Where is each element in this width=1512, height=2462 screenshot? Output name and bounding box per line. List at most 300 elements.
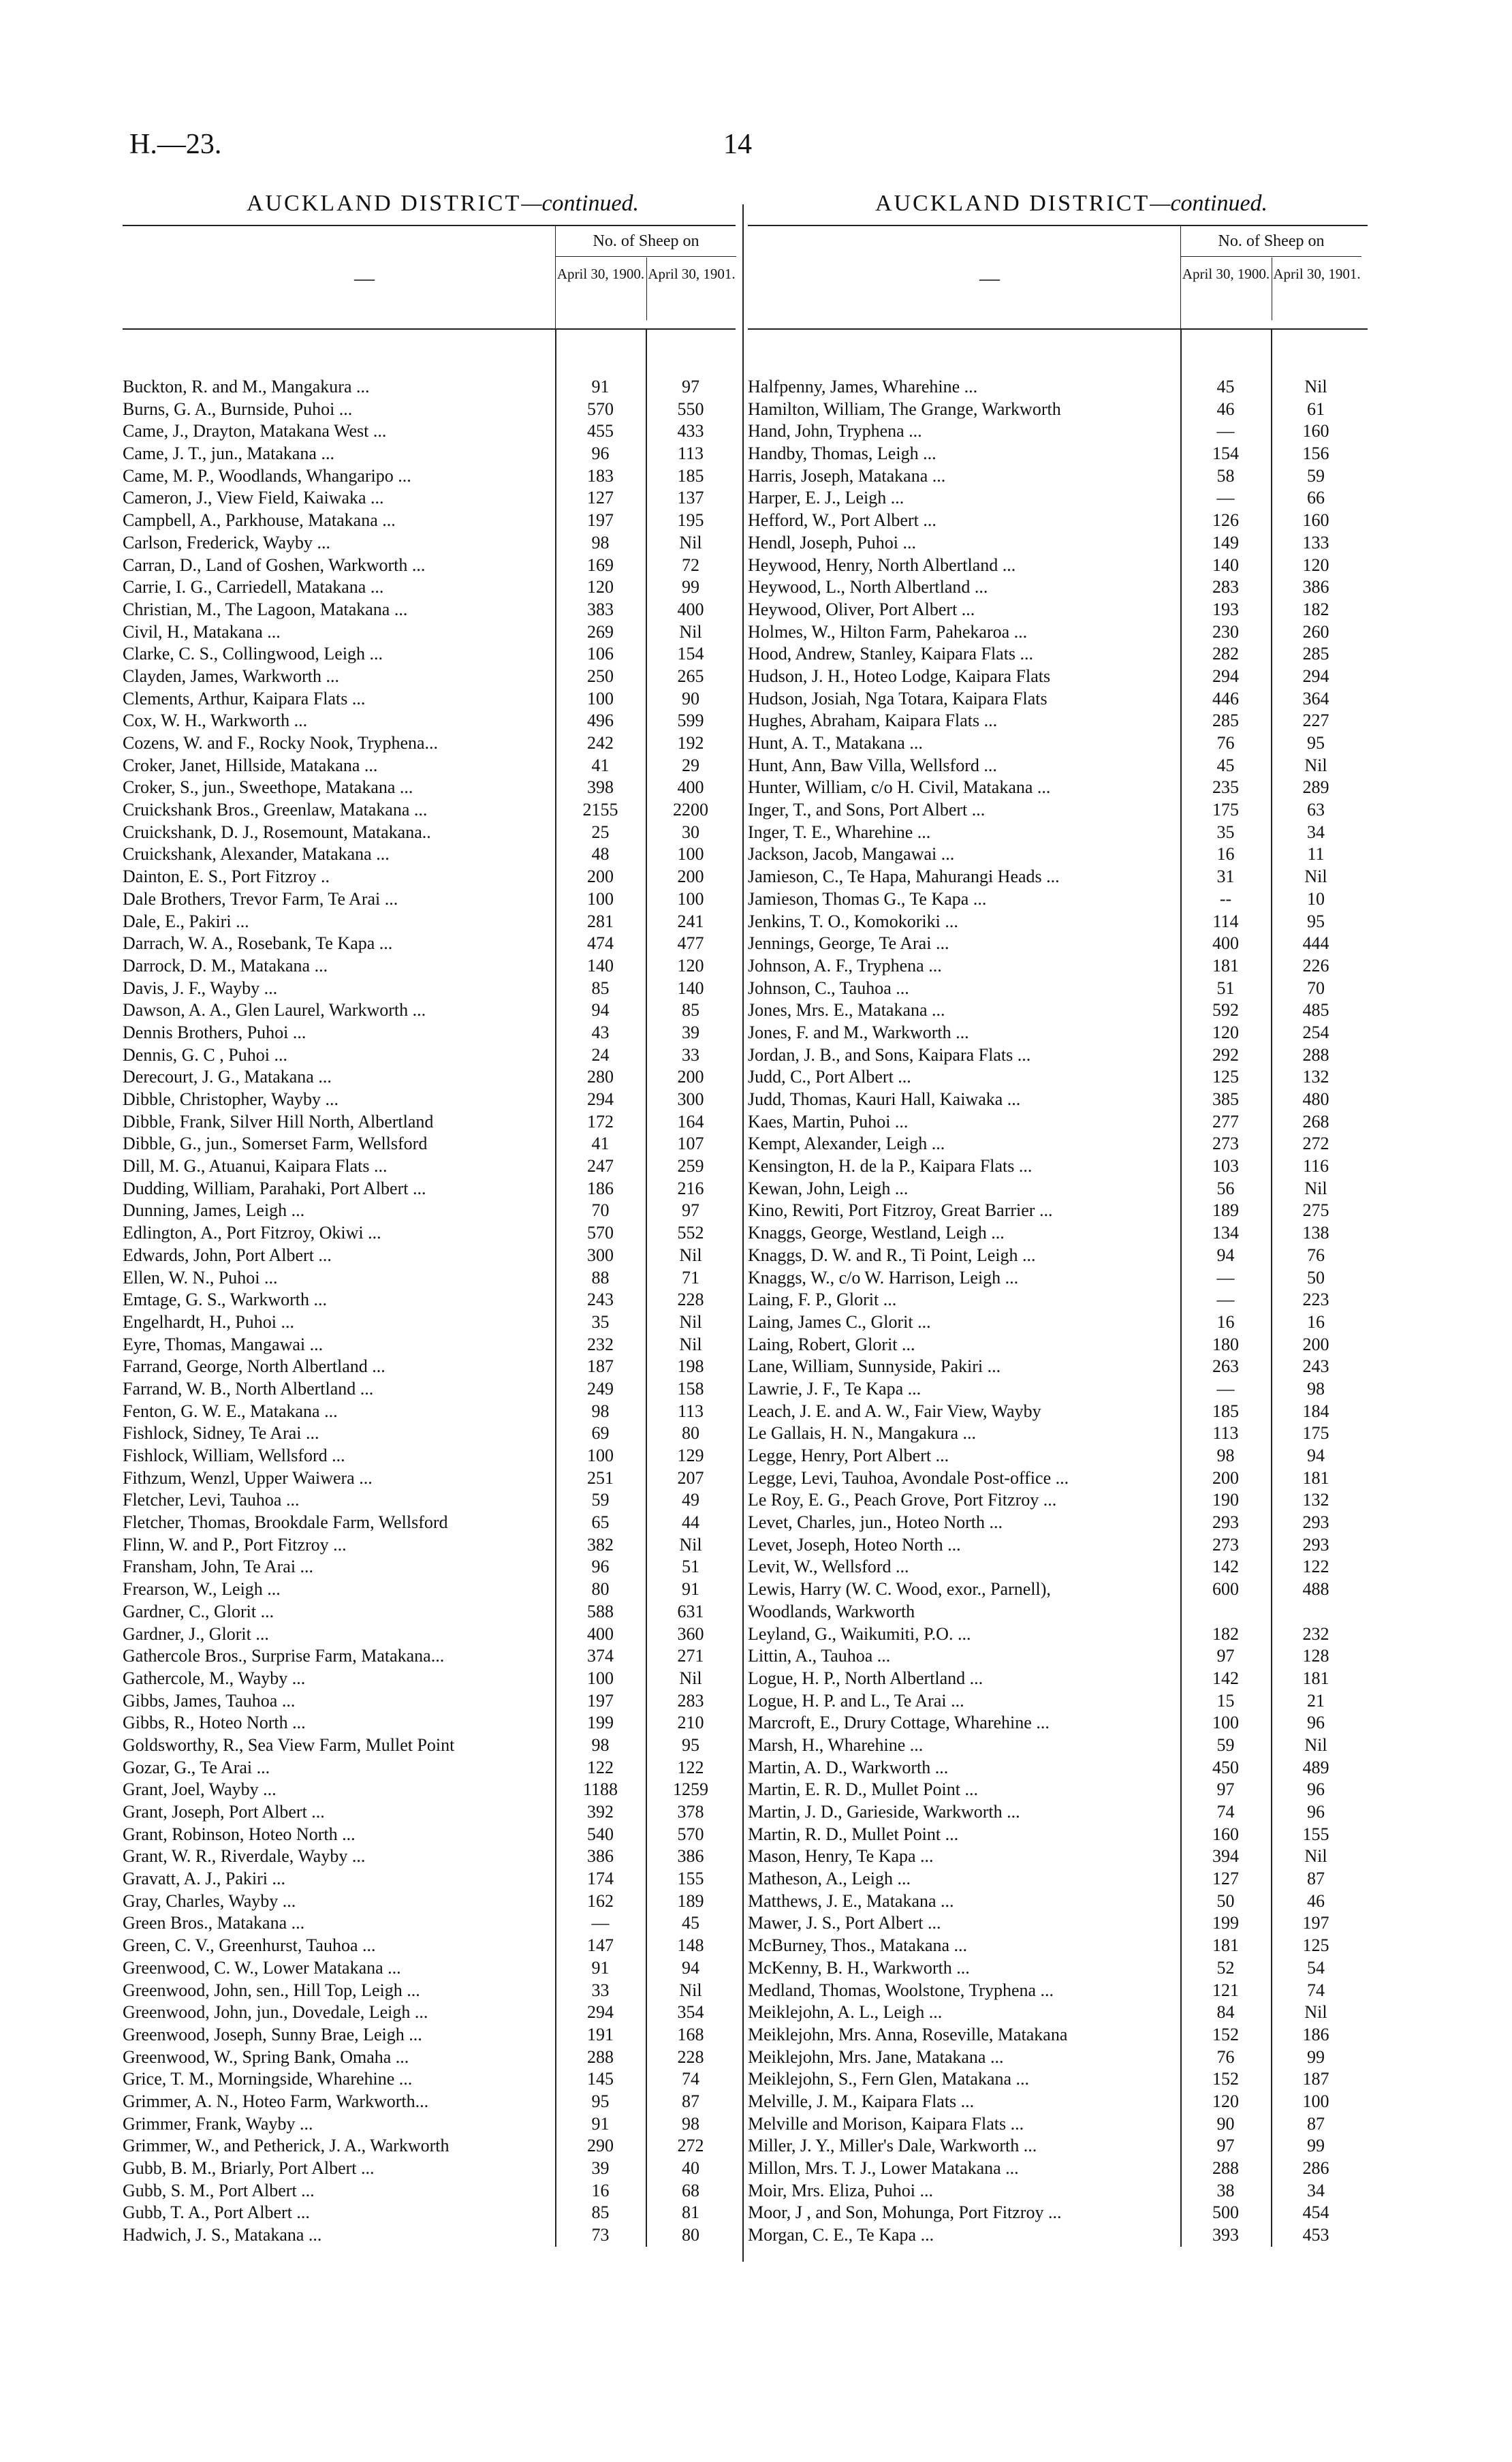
table-row <box>748 2001 1368 2024</box>
sheep-1900-cell: 113 <box>1212 1423 1239 1444</box>
sheep-1901-cell: 70 <box>1307 978 1325 998</box>
sheep-1900-cell: 100 <box>587 1446 614 1465</box>
sheep-1901-cell: 454 <box>1302 2202 1329 2223</box>
owner-name-cell: Carran, D., Land of Goshen, Warkworth ... <box>123 555 426 575</box>
table-row <box>748 1824 1368 1846</box>
owner-name-cell: Le Gallais, H. N., Mangakura ... <box>748 1423 977 1444</box>
table-row <box>748 576 1368 599</box>
table-row <box>123 1824 736 1846</box>
sheep-1901-cell: 81 <box>682 2202 699 2223</box>
owner-name-cell: Matthews, J. E., Matakana ... <box>748 1890 954 1911</box>
sheep-1900-cell: 185 <box>1212 1401 1239 1421</box>
table-row <box>123 1601 736 1623</box>
sheep-1901-cell: 155 <box>677 1869 704 1889</box>
owner-name-cell: Gardner, C., Glorit ... <box>123 1601 274 1621</box>
table-row <box>748 1957 1368 1980</box>
left-sheep-group-header <box>555 226 736 328</box>
sheep-1900-cell: 400 <box>1212 933 1239 954</box>
sheep-1901-cell: 168 <box>677 2024 704 2044</box>
owner-name-cell: Edwards, John, Port Albert ... <box>123 1245 332 1265</box>
owner-name-cell: Grant, Robinson, Hoteo North ... <box>123 1824 356 1844</box>
owner-name-cell: Morgan, C. E., Te Kapa ... <box>748 2225 934 2245</box>
table-row <box>748 1890 1368 1913</box>
table-row <box>748 911 1368 933</box>
table-row <box>123 1155 736 1178</box>
sheep-1900-cell: — <box>1216 488 1235 508</box>
sheep-1900-cell: 446 <box>1212 688 1239 708</box>
sheep-1900-cell <box>1180 1601 1271 1623</box>
sheep-1901-cell: 378 <box>677 1802 704 1822</box>
left-column <box>123 191 736 2247</box>
table-row <box>123 465 736 488</box>
right-column <box>748 191 1368 2247</box>
sheep-1901-cell: 74 <box>1307 1980 1325 2000</box>
sheep-1900-cell: 31 <box>1216 867 1235 887</box>
sheep-1900-cell: 180 <box>1212 1334 1239 1354</box>
owner-name-cell: Gibbs, R., Hoteo North ... <box>123 1713 306 1733</box>
owner-name-cell: Gubb, T. A., Port Albert ... <box>123 2202 310 2223</box>
sheep-1901-cell: 95 <box>1307 911 1325 931</box>
table-row <box>123 755 736 777</box>
sheep-1901-cell: 1259 <box>673 1779 708 1800</box>
owner-name-cell: Moor, J , and Son, Mohunga, Port Fitzroy ... <box>748 2202 1062 2223</box>
left-table-body <box>123 376 736 2247</box>
sheep-1900-cell: 145 <box>587 2069 614 2089</box>
sheep-1901-cell: 160 <box>1302 510 1329 531</box>
sheep-1900-cell: 98 <box>591 1401 610 1421</box>
table-row <box>748 1111 1368 1134</box>
sheep-1901-cell: 132 <box>1302 1490 1329 1510</box>
sheep-1901-cell: 66 <box>1307 488 1325 508</box>
owner-name-cell: Davis, J. F., Wayby ... <box>123 978 278 998</box>
sheep-1901-cell: 254 <box>1302 1022 1329 1042</box>
sheep-1901-cell: 46 <box>1307 1890 1325 1911</box>
owner-name-cell: Dill, M. G., Atuanui, Kaipara Flats ... <box>123 1156 388 1177</box>
sheep-1901-cell: 185 <box>677 465 704 486</box>
sheep-1901-cell: 138 <box>1302 1223 1329 1243</box>
sheep-1900-cell: 45 <box>1216 377 1235 396</box>
report-reference: H.—23. <box>129 129 222 160</box>
sheep-1900-cell: 85 <box>591 2202 610 2223</box>
sheep-1900-cell: 142 <box>1212 1668 1239 1688</box>
owner-name-cell: Greenwood, C. W., Lower Matakana ... <box>123 1957 401 1978</box>
sheep-1900-cell: 80 <box>591 1579 610 1600</box>
owner-name-cell: Darrock, D. M., Matakana ... <box>123 955 328 976</box>
table-row <box>748 2024 1368 2046</box>
table-row <box>748 420 1368 443</box>
sheep-1900-cell: 230 <box>1212 621 1239 642</box>
sheep-1900-cell: 182 <box>1212 1623 1239 1644</box>
sheep-1900-cell: 592 <box>1212 1000 1239 1020</box>
sheep-1900-cell: 570 <box>587 1223 614 1243</box>
table-row <box>123 799 736 822</box>
owner-name-cell: Grimmer, Frank, Wayby ... <box>123 2113 313 2134</box>
owner-name-cell: Johnson, A. F., Tryphena ... <box>748 955 942 976</box>
sheep-1900-cell: 91 <box>591 1957 610 1978</box>
table-row <box>123 1044 736 1067</box>
sheep-1900-cell: 98 <box>591 1734 610 1755</box>
sheep-1900-cell: 45 <box>1216 755 1235 775</box>
sheep-1901-cell: 98 <box>1307 1378 1325 1399</box>
owner-name-cell: Martin, J. D., Garieside, Warkworth ... <box>748 1802 1020 1822</box>
sheep-1901-cell: 200 <box>677 1067 704 1087</box>
sheep-1901-cell: 97 <box>682 1200 699 1221</box>
owner-name-cell: Knaggs, George, Westland, Leigh ... <box>748 1223 1005 1243</box>
table-row <box>748 1200 1368 1222</box>
sheep-1900-cell: 154 <box>1212 443 1239 464</box>
sheep-1901-cell: 232 <box>1302 1623 1329 1644</box>
owner-name-cell: Millon, Mrs. T. J., Lower Matakana ... <box>748 2158 1019 2178</box>
table-row <box>123 1534 736 1557</box>
table-row <box>123 1022 736 1044</box>
owner-name-cell: Kino, Rewiti, Port Fitzroy, Great Barrier ... <box>748 1200 1053 1221</box>
table-row <box>748 1845 1368 1868</box>
table-row <box>748 1623 1368 1646</box>
sheep-1900-cell: 181 <box>1212 955 1239 976</box>
owner-name-cell: Civil, H., Matakana ... <box>123 621 281 642</box>
sheep-1901-cell: 599 <box>677 711 704 731</box>
table-row <box>748 1378 1368 1401</box>
sheep-1901-cell: Nil <box>1304 1846 1327 1867</box>
sheep-1900-cell: 65 <box>591 1512 610 1533</box>
table-row <box>123 2113 736 2136</box>
owner-name-cell: Kensington, H. de la P., Kaipara Flats ... <box>748 1156 1033 1177</box>
sheep-1900-cell: 232 <box>587 1334 614 1354</box>
table-row <box>123 1868 736 1890</box>
sheep-1901-cell <box>1271 1601 1361 1623</box>
table-row <box>748 1712 1368 1734</box>
table-row <box>748 1066 1368 1089</box>
sheep-1901-cell: 226 <box>1302 955 1329 976</box>
sheep-1900-cell: 400 <box>587 1623 614 1644</box>
table-row <box>123 2180 736 2202</box>
owner-name-cell: Hunter, William, c/o H. Civil, Matakana ... <box>748 777 1051 798</box>
owner-name-cell: Clarke, C. S., Collingwood, Leigh ... <box>123 644 383 664</box>
sheep-1900-cell: 386 <box>587 1846 614 1867</box>
sheep-1900-cell: 149 <box>1212 532 1239 552</box>
sheep-1900-cell: 76 <box>1216 733 1235 753</box>
owner-name-cell: Holmes, W., Hilton Farm, Pahekaroa ... <box>748 621 1028 642</box>
owner-name-cell: Johnson, C., Tauhoa ... <box>748 978 909 998</box>
table-row <box>123 1512 736 1534</box>
sheep-1900-cell: 273 <box>1212 1134 1239 1154</box>
table-row <box>123 420 736 443</box>
owner-name-cell: Grimmer, A. N., Hoteo Farm, Warkworth... <box>123 2091 429 2111</box>
sheep-1901-cell: 49 <box>682 1490 699 1510</box>
sheep-1900-cell: 183 <box>587 465 614 486</box>
table-row <box>748 822 1368 844</box>
owner-name-cell: Fenton, G. W. E., Matakana ... <box>123 1401 338 1421</box>
table-row <box>748 2202 1368 2224</box>
table-row <box>123 1111 736 1134</box>
sheep-1900-cell: 169 <box>587 555 614 575</box>
table-row <box>748 532 1368 555</box>
table-row <box>748 1133 1368 1155</box>
table-row <box>748 1401 1368 1423</box>
owner-name-cell: Lawrie, J. F., Te Kapa ... <box>748 1378 922 1399</box>
owner-name-cell: Harris, Joseph, Matakana ... <box>748 465 946 486</box>
sheep-1901-cell: 51 <box>682 1557 699 1577</box>
table-row <box>123 1779 736 1801</box>
sheep-1901-cell: 91 <box>682 1579 699 1600</box>
owner-name-cell: Dunning, James, Leigh ... <box>123 1200 305 1221</box>
right-sheep-group-header <box>1180 226 1361 328</box>
table-row <box>123 1378 736 1401</box>
owner-name-cell: Leyland, G., Waikumiti, P.O. ... <box>748 1623 971 1644</box>
table-row <box>123 1801 736 1824</box>
sheep-1901-cell: 44 <box>682 1512 699 1533</box>
owner-name-cell: Darrach, W. A., Rosebank, Te Kapa ... <box>123 933 393 954</box>
sheep-1901-cell: 192 <box>677 733 704 753</box>
table-row <box>748 888 1368 911</box>
sheep-1901-cell: 293 <box>1302 1512 1329 1533</box>
table-row <box>123 2068 736 2091</box>
column-divider <box>742 204 744 2262</box>
table-row <box>123 1980 736 2002</box>
sheep-1900-cell: 140 <box>587 955 614 976</box>
table-row <box>123 621 736 644</box>
owner-name-cell: Martin, E. R. D., Mullet Point ... <box>748 1779 978 1800</box>
sheep-1901-cell: Nil <box>679 1534 702 1555</box>
sheep-1901-cell: Nil <box>1304 2002 1327 2023</box>
sheep-1900-cell: — <box>1216 421 1235 441</box>
table-row <box>123 1645 736 1668</box>
sheep-1900-cell: — <box>591 1913 610 1933</box>
sheep-1900-cell: 96 <box>591 1557 610 1577</box>
table-row <box>123 1935 736 1957</box>
table-row <box>748 1178 1368 1200</box>
sheep-1900-cell: 127 <box>1212 1869 1239 1889</box>
table-row <box>123 1467 736 1490</box>
sheep-1900-cell: 474 <box>587 933 614 954</box>
table-row <box>123 1668 736 1690</box>
table-row <box>748 1556 1368 1578</box>
table-row <box>748 2068 1368 2091</box>
owner-name-cell: Fishlock, William, Wellsford ... <box>123 1446 345 1465</box>
sheep-1900-cell: 94 <box>591 1000 610 1020</box>
sheep-1901-cell: 294 <box>1302 666 1329 686</box>
sheep-1901-cell: 87 <box>1307 2113 1325 2134</box>
sheep-1900-cell: 277 <box>1212 1111 1239 1132</box>
owner-name-cell: Engelhardt, H., Puhoi ... <box>123 1311 295 1332</box>
sheep-1901-cell: 364 <box>1302 688 1329 708</box>
owner-name-cell: Lane, William, Sunnyside, Pakiri ... <box>748 1356 1001 1377</box>
sheep-1901-cell: 189 <box>677 1890 704 1911</box>
sheep-1900-cell: 181 <box>1212 1935 1239 1956</box>
table-row <box>748 1311 1368 1334</box>
right-title-continued: —continued. <box>1150 191 1268 216</box>
sheep-1900-cell: — <box>1216 1378 1235 1399</box>
sheep-1900-cell: 540 <box>587 1824 614 1844</box>
table-row <box>123 1222 736 1245</box>
owner-name-cell: Hudson, J. H., Hoteo Lodge, Kaipara Flats <box>748 666 1051 686</box>
owner-name-cell: Goldsworthy, R., Sea View Farm, Mullet Point <box>123 1734 455 1755</box>
table-row <box>748 732 1368 755</box>
owner-name-cell: Grice, T. M., Morningside, Wharehine ... <box>123 2069 413 2089</box>
table-row <box>748 399 1368 421</box>
sheep-1900-cell: 283 <box>1212 577 1239 597</box>
owner-name-cell: Marsh, H., Wharehine ... <box>748 1734 924 1755</box>
sheep-1901-cell: 241 <box>677 911 704 931</box>
sheep-1901-cell: 158 <box>677 1378 704 1399</box>
table-row <box>123 732 736 755</box>
sheep-1901-cell: 30 <box>682 822 699 842</box>
table-row <box>748 1289 1368 1311</box>
sheep-1901-cell: 2200 <box>673 800 708 820</box>
table-row <box>748 799 1368 822</box>
owner-name-cell: Cruickshank, D. J., Rosemount, Matakana.. <box>123 822 431 842</box>
owner-name-cell: Carrie, I. G., Carriedell, Matakana ... <box>123 577 384 597</box>
table-row <box>123 1401 736 1423</box>
owner-name-cell: Halfpenny, James, Wharehine ... <box>748 377 978 396</box>
sheep-1901-cell: 433 <box>677 421 704 441</box>
owner-name-cell: Heywood, Oliver, Port Albert ... <box>748 599 975 619</box>
sheep-1901-cell: 87 <box>682 2091 699 2111</box>
sheep-1900-cell: 106 <box>587 644 614 664</box>
owner-name-cell: Jenkins, T. O., Komokoriki ... <box>748 911 958 931</box>
table-row <box>748 1912 1368 1935</box>
sheep-1900-cell: 59 <box>591 1490 610 1510</box>
sheep-1901-cell: 100 <box>1302 2091 1329 2111</box>
owner-name-cell: Meiklejohn, Mrs. Anna, Roseville, Matakana <box>748 2024 1068 2044</box>
table-row <box>123 399 736 421</box>
owner-name-cell: Fransham, John, Te Arai ... <box>123 1557 314 1577</box>
owner-name-cell: Hunt, A. T., Matakana ... <box>748 733 923 753</box>
sheep-1901-cell: 181 <box>1302 1668 1329 1688</box>
sheep-1900-cell: 1188 <box>582 1779 618 1800</box>
owner-name-cell: Frearson, W., Leigh ... <box>123 1579 281 1600</box>
sheep-1901-cell: 74 <box>682 2069 699 2089</box>
sheep-1900-cell: 2155 <box>582 800 618 820</box>
sheep-1901-cell: 631 <box>677 1601 704 1621</box>
sheep-1900-cell: 120 <box>1212 2091 1239 2111</box>
sheep-1901-cell: 99 <box>1307 2136 1325 2156</box>
owner-name-cell: Hunt, Ann, Baw Villa, Wellsford ... <box>748 755 997 775</box>
owner-name-cell: Flinn, W. and P., Port Fitzroy ... <box>123 1534 347 1555</box>
sheep-1901-cell: 285 <box>1302 644 1329 664</box>
sheep-1901-cell: 386 <box>1302 577 1329 597</box>
sheep-1901-cell: 156 <box>1302 443 1329 464</box>
table-row <box>748 555 1368 577</box>
sheep-1901-cell: 184 <box>1302 1401 1329 1421</box>
table-row <box>748 487 1368 510</box>
table-row <box>123 1556 736 1578</box>
table-row <box>748 1245 1368 1267</box>
sheep-1901-cell: 197 <box>1302 1913 1329 1933</box>
table-row <box>123 443 736 465</box>
sheep-1901-cell: 286 <box>1302 2158 1329 2178</box>
table-row <box>123 1356 736 1378</box>
right-name-column-header: — <box>979 267 1000 290</box>
sheep-1900-cell: 24 <box>591 1044 610 1065</box>
sheep-1901-cell: 94 <box>1307 1446 1325 1465</box>
table-row <box>123 666 736 688</box>
sheep-1900-cell: 120 <box>587 577 614 597</box>
sheep-1900-cell: 251 <box>587 1467 614 1488</box>
sheep-1901-cell: 100 <box>677 844 704 864</box>
sheep-1900-cell: 496 <box>587 711 614 731</box>
sheep-1900-cell: 97 <box>1216 1646 1235 1666</box>
table-row <box>123 1245 736 1267</box>
sheep-1900-cell: 91 <box>591 377 610 396</box>
sheep-1901-cell: 444 <box>1302 933 1329 954</box>
owner-name-cell: Dawson, A. A., Glen Laurel, Warkworth ... <box>123 1000 426 1020</box>
owner-name-cell: Laing, James C., Glorit ... <box>748 1311 931 1332</box>
owner-name-cell: Martin, A. D., Warkworth ... <box>748 1757 949 1777</box>
table-row <box>123 866 736 888</box>
table-row <box>123 2001 736 2024</box>
table-row <box>123 710 736 732</box>
owner-name-cell: Grant, W. R., Riverdale, Wayby ... <box>123 1846 366 1867</box>
owner-name-cell: Eyre, Thomas, Mangawai ... <box>123 1334 324 1354</box>
sheep-1901-cell: 97 <box>682 377 699 396</box>
sheep-1900-cell: 199 <box>587 1713 614 1733</box>
owner-name-cell: Jamieson, C., Te Hapa, Mahurangi Heads ... <box>748 867 1060 887</box>
table-row <box>748 1155 1368 1178</box>
owner-name-cell: Campbell, A., Parkhouse, Matakana ... <box>123 510 396 531</box>
table-row <box>748 1044 1368 1067</box>
sheep-1900-cell: 243 <box>587 1290 614 1310</box>
table-row <box>748 2135 1368 2157</box>
owner-name-cell: Edlington, A., Port Fitzroy, Okiwi ... <box>123 1223 381 1243</box>
owner-name-cell: Laing, Robert, Glorit ... <box>748 1334 915 1354</box>
table-row <box>748 1779 1368 1801</box>
sheep-1901-cell: 34 <box>1307 2180 1325 2200</box>
table-row <box>748 1512 1368 1534</box>
sheep-1901-cell: 68 <box>682 2180 699 2200</box>
sheep-1901-cell: 107 <box>677 1134 704 1154</box>
sheep-1901-cell: 195 <box>677 510 704 531</box>
sheep-1900-cell: 152 <box>1212 2069 1239 2089</box>
table-row <box>748 1868 1368 1890</box>
page-number: 14 <box>723 129 752 160</box>
table-row <box>123 1089 736 1111</box>
owner-name-cell: Derecourt, J. G., Matakana ... <box>123 1067 332 1087</box>
table-row <box>123 2135 736 2157</box>
owner-name-cell: Hughes, Abraham, Kaipara Flats ... <box>748 711 998 731</box>
owner-name-cell: Dainton, E. S., Port Fitzroy .. <box>123 867 330 887</box>
sheep-1901-cell: 243 <box>1302 1356 1329 1377</box>
sheep-1901-cell: 96 <box>1307 1802 1325 1822</box>
owner-name-cell: Green, C. V., Greenhurst, Tauhoa ... <box>123 1935 376 1956</box>
table-row <box>123 1133 736 1155</box>
sheep-1900-cell: 382 <box>587 1534 614 1555</box>
owner-name-cell: Came, J. T., jun., Matakana ... <box>123 443 334 464</box>
owner-name-cell: Judd, Thomas, Kauri Hall, Kaiwaka ... <box>748 1089 1021 1109</box>
sheep-1900-cell: 94 <box>1216 1245 1235 1265</box>
sheep-1900-cell: 120 <box>1212 1022 1239 1042</box>
sheep-1900-cell: 59 <box>1216 1734 1235 1755</box>
owner-name-cell: Woodlands, Warkworth <box>748 1601 915 1621</box>
owner-name-cell: Greenwood, John, sen., Hill Top, Leigh ... <box>123 1980 420 2000</box>
sheep-1901-cell: Nil <box>679 621 702 642</box>
sheep-1900-cell: 33 <box>591 1980 610 2000</box>
owner-name-cell: Gravatt, A. J., Pakiri ... <box>123 1869 286 1889</box>
sheep-1901-cell: 228 <box>677 1290 704 1310</box>
table-row <box>123 911 736 933</box>
sheep-1900-cell: 292 <box>1212 1044 1239 1065</box>
table-row <box>748 643 1368 666</box>
sheep-1900-cell: 250 <box>587 666 614 686</box>
sheep-1900-cell: 588 <box>587 1601 614 1621</box>
owner-name-cell: Green Bros., Matakana ... <box>123 1913 305 1933</box>
sheep-1900-cell: 152 <box>1212 2024 1239 2044</box>
sheep-1901-cell: 283 <box>677 1690 704 1711</box>
sheep-1901-cell: 80 <box>682 2225 699 2245</box>
owner-name-cell: Gray, Charles, Wayby ... <box>123 1890 296 1911</box>
sheep-1901-cell: 87 <box>1307 1869 1325 1889</box>
owner-name-cell: Greenwood, Joseph, Sunny Brae, Leigh ... <box>123 2024 422 2044</box>
